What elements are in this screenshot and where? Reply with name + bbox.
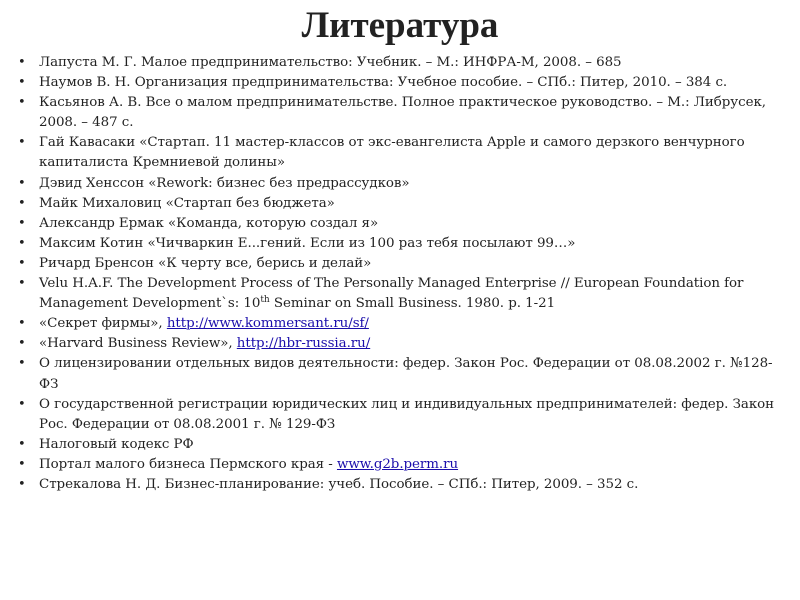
bullet-icon: • (18, 436, 26, 452)
list-item (18, 133, 778, 173)
page-title: Литература (301, 5, 499, 46)
list-item (18, 234, 778, 254)
reference-text: О государственной регистрации юридических лиц и индивидуальных предпринимателей: федер. Закон Рос. Федерации от 08.08.2001 г. № 129-ФЗ (39, 396, 775, 432)
list-item (18, 455, 778, 475)
reference-text: Майк Михаловиц «Стартап без бюджета» (39, 195, 335, 211)
list-item (18, 194, 778, 214)
list-item (18, 174, 778, 194)
bullet-icon: • (18, 396, 26, 412)
bullet-icon: • (18, 95, 26, 111)
reference-text: Velu H.A.F. The Development Process of The Personally Managed Enterprise // European Foundation for Management Development`s: 10 (39, 276, 744, 312)
bullet-icon: • (18, 255, 26, 271)
list-item (18, 475, 778, 495)
bullet-icon: • (18, 135, 26, 151)
reference-text: Дэвид Хенссон «Rework: бизнес без предрассудков» (39, 175, 410, 191)
bullet-icon: • (18, 195, 26, 211)
reference-text: «Harvard Business Review», (39, 336, 237, 352)
list-item (18, 334, 778, 354)
reference-text-continued: Seminar on Small Business. 1980. р. 1-21 (269, 296, 556, 312)
reference-text: Ричард Бренсон «К черту все, берись и делай» (39, 255, 372, 271)
bullet-icon: • (18, 75, 26, 91)
reference-text: «Секрет фирмы», (39, 316, 167, 332)
list-item (18, 53, 778, 73)
reference-text: Наумов В. Н. Организация предпринимательства: Учебное пособие. – СПб.: Питер, 2010. – 384 с. (39, 75, 728, 91)
reference-text: Максим Котин «Чичваркин Е...гений. Если из 100 раз тебя посылают 99…» (39, 235, 576, 251)
bullet-icon: • (18, 356, 26, 372)
ordinal-suffix: th (260, 295, 270, 306)
list-item (18, 73, 778, 93)
bullet-icon: • (18, 456, 26, 472)
reference-text: Налоговый кодекс РФ (39, 436, 194, 452)
reference-text: Лапуста М. Г. Малое предпринимательство: Учебник. – М.: ИНФРА-М, 2008. – 685 (39, 55, 622, 70)
bullet-icon: • (18, 55, 26, 70)
list-item (18, 274, 778, 314)
list-item (18, 435, 778, 455)
list-item (18, 93, 778, 133)
list-item (18, 354, 778, 394)
bullet-icon: • (18, 235, 26, 251)
bullet-icon: • (18, 215, 26, 231)
reference-text: Касьянов А. В. Все о малом предпринимательстве. Полное практическое руководство. – М.: Либрусек, 2008. – 487 с. (39, 95, 766, 131)
reference-text: Портал малого бизнеса Пермского края - (39, 456, 337, 472)
list-item (18, 395, 778, 435)
g2b-perm-link[interactable]: www.g2b.perm.ru (336, 456, 459, 472)
list-item (18, 314, 778, 334)
bullet-icon: • (18, 336, 26, 352)
bullet-icon: • (18, 175, 26, 191)
reference-list (18, 53, 778, 495)
reference-text: Александр Ермак «Команда, которую создал я» (39, 215, 379, 231)
reference-text: О лицензировании отдельных видов деятельности: федер. Закон Рос. Федерации от 08.08.2002 г. №128-ФЗ (39, 356, 773, 392)
hbr-russia-link[interactable]: http://hbr-russia.ru/ (236, 336, 371, 352)
list-item (18, 254, 778, 274)
reference-text: Стрекалова Н. Д. Бизнес-планирование: учеб. Пособие. – СПб.: Питер, 2009. – 352 с. (39, 476, 639, 492)
reference-text: Гай Кавасаки «Стартап. 11 мастер-классов от экс-евангелиста Apple и самого дерзкого венчурного капиталиста Кремниевой долины» (39, 135, 745, 171)
bullet-icon: • (18, 476, 26, 492)
kommersant-link[interactable]: http://www.kommersant.ru/sf/ (166, 316, 369, 332)
bullet-icon: • (18, 276, 26, 292)
list-item (18, 214, 778, 234)
bullet-icon: • (18, 316, 26, 332)
